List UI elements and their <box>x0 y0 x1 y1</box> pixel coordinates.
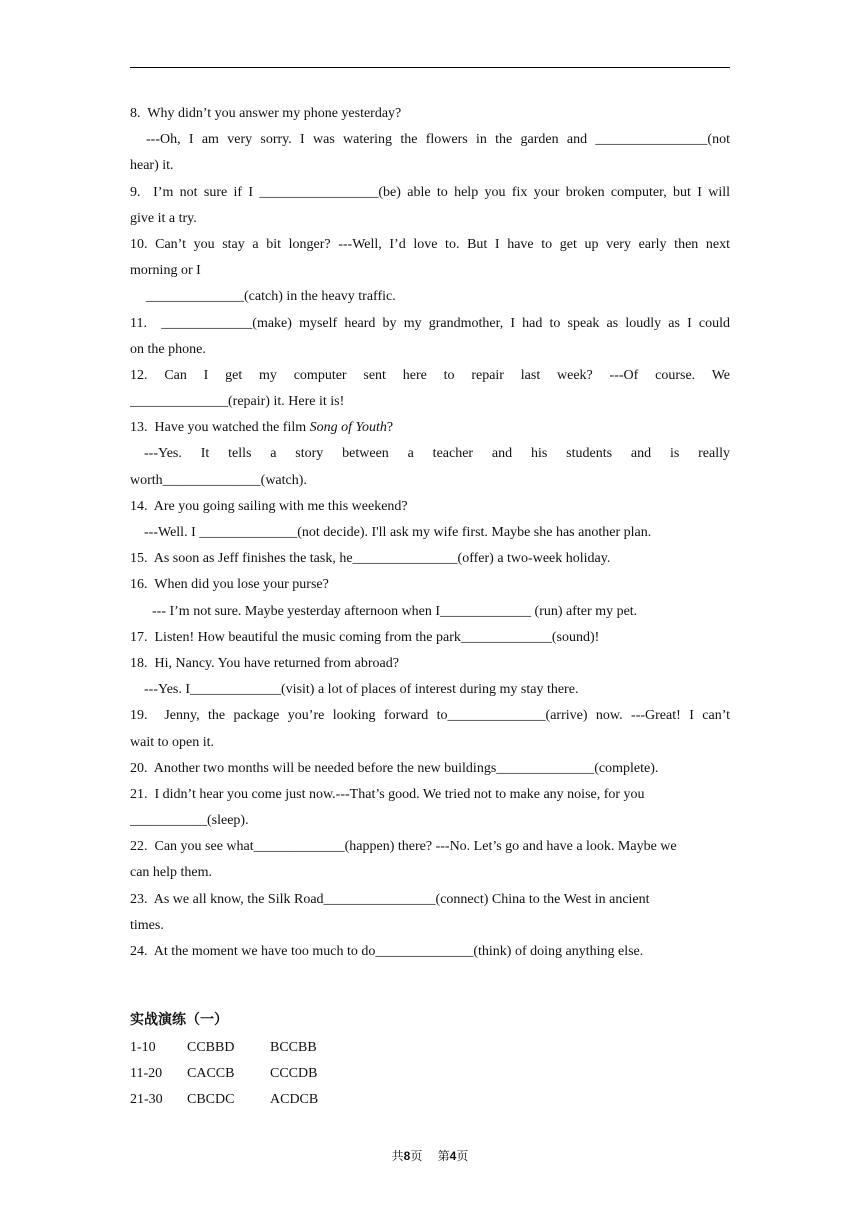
question-number: 12. <box>130 367 148 383</box>
question-16-answer: --- I’m not sure. Maybe yesterday afternoon when I_____________ (run) after my pet. <box>152 603 638 619</box>
question-20 <box>130 756 730 782</box>
answer-key-row <box>130 1061 318 1087</box>
footer-page-number: 4 <box>449 1149 457 1163</box>
question-9 <box>130 180 730 206</box>
question-number: 21. <box>130 786 148 802</box>
question-text: Can’t you stay a bit longer? ---Well, I’d love to. But I have to get up very early then next <box>155 236 730 252</box>
footer-total-prefix: 共 <box>391 1149 404 1163</box>
question-15 <box>130 546 730 572</box>
question-text: I’m not sure if I _________________(be) able to help you fix your broken computer, but I will <box>153 184 730 200</box>
page-footer <box>0 1146 860 1166</box>
question-13-answer-line-2: worth______________(watch). <box>130 472 307 488</box>
question-number: 9. <box>130 184 141 200</box>
question-11-line-2: on the phone. <box>130 341 206 357</box>
question-text: Can you see what_____________(happen) there? ---No. Let’s go and have a look. Maybe we <box>154 839 677 855</box>
question-number: 15. <box>130 551 148 567</box>
question-23-line-2: times. <box>130 917 164 933</box>
question-number: 10. <box>130 236 148 252</box>
question-number: 20. <box>130 760 148 776</box>
question-9-line-2: give it a try. <box>130 210 197 226</box>
answer-key-table <box>130 1035 318 1114</box>
question-text: I didn’t hear you come just now.---That’s good. We tried not to make any noise, for you <box>154 786 645 802</box>
question-17 <box>130 625 730 651</box>
question-number: 8. <box>130 106 141 121</box>
question-18 <box>130 651 730 677</box>
question-19 <box>130 703 730 729</box>
question-19-line-2: wait to open it. <box>130 734 214 750</box>
question-number: 11. <box>130 315 147 331</box>
question-22 <box>130 834 730 860</box>
answer-group-a: CCBBD <box>187 1040 235 1055</box>
question-number: 16. <box>130 577 148 593</box>
question-11 <box>130 311 730 337</box>
question-mark: ? <box>386 420 394 436</box>
question-18-answer: ---Yes. I_____________(visit) a lot of places of interest during my stay there. <box>144 682 579 698</box>
exercise-list <box>130 101 730 965</box>
question-text: Hi, Nancy. You have returned from abroad? <box>154 655 399 671</box>
question-number: 19. <box>130 708 148 724</box>
answer-range: 11-20 <box>130 1066 163 1082</box>
question-number: 18. <box>130 655 148 671</box>
question-12-line-2: ______________(repair) it. Here it is! <box>130 394 345 410</box>
question-text: When did you lose your purse? <box>154 577 329 593</box>
footer-total-pages: 8 <box>403 1149 411 1163</box>
answer-key-heading: 实战演练（一） <box>130 1012 228 1028</box>
question-text: Can I get my computer sent here to repair last week? ---Of course. We <box>164 367 730 383</box>
answer-key-row <box>130 1087 318 1113</box>
question-22-line-2: can help them. <box>130 865 213 881</box>
question-10-line-3: ______________(catch) in the heavy traffic. <box>146 289 396 305</box>
question-text: Are you going sailing with me this weekend? <box>153 498 408 514</box>
question-text: As we all know, the Silk Road________________(connect) China to the West in ancient <box>153 891 650 907</box>
question-21-line-2: ___________(sleep). <box>130 813 249 829</box>
answer-range: 1-10 <box>130 1040 156 1055</box>
footer-page-prefix: 第 <box>437 1149 450 1163</box>
answer-group-a: CACCB <box>187 1066 235 1082</box>
question-8 <box>130 101 730 127</box>
answer-group-a: CBCDC <box>187 1092 235 1108</box>
film-title: Song of Youth <box>309 420 387 436</box>
question-23 <box>130 887 730 913</box>
answer-group-b: CCCDB <box>270 1066 318 1082</box>
question-number: 22. <box>130 839 148 855</box>
answer-key-row <box>130 1035 318 1061</box>
question-text: Jenny, the package you’re looking forward to______________(arrive) now. ---Great! I can’t <box>164 708 730 724</box>
question-10 <box>130 232 730 258</box>
question-14-answer: ---Well. I ______________(not decide). I'll ask my wife first. Maybe she has another plan. <box>144 525 652 540</box>
question-text: Have you watched the film <box>154 420 310 436</box>
footer-page-suffix: 页 <box>456 1149 469 1163</box>
question-10-line-2: morning or I <box>130 263 201 279</box>
question-text: Another two months will be needed before the new buildings______________(complete). <box>153 760 659 776</box>
question-text: _____________(make) myself heard by my grandmother, I had to speak as loudly as I could <box>161 315 730 331</box>
answer-group-b: ACDCB <box>270 1092 319 1108</box>
question-13 <box>130 415 730 441</box>
header-rule <box>130 67 730 68</box>
answer-group-b: BCCBB <box>270 1040 317 1055</box>
question-text: Listen! How beautiful the music coming from the park_____________(sound)! <box>154 629 600 645</box>
question-8-answer-line-2: hear) it. <box>130 158 174 174</box>
question-text: Why didn’t you answer my phone yesterday? <box>147 106 402 121</box>
question-number: 13. <box>130 420 148 436</box>
footer-total-suffix: 页 <box>410 1149 423 1163</box>
question-14 <box>130 494 730 520</box>
question-16 <box>130 572 730 598</box>
question-8-answer-line-1: ---Oh, I am very sorry. I was watering the flowers in the garden and ________________(not <box>146 132 730 148</box>
question-number: 23. <box>130 891 148 907</box>
question-12 <box>130 363 730 389</box>
question-13-answer-line-1: ---Yes. It tells a story between a teacher and his students and is really <box>144 446 730 462</box>
question-21 <box>130 782 730 808</box>
question-number: 17. <box>130 629 148 645</box>
answer-range: 21-30 <box>130 1092 163 1108</box>
question-text: At the moment we have too much to do______________(think) of doing anything else. <box>153 944 644 959</box>
question-24 <box>130 939 730 965</box>
question-text: As soon as Jeff finishes the task, he_______________(offer) a two-week holiday. <box>153 551 611 567</box>
question-number: 24. <box>130 944 148 959</box>
question-number: 14. <box>130 498 148 514</box>
